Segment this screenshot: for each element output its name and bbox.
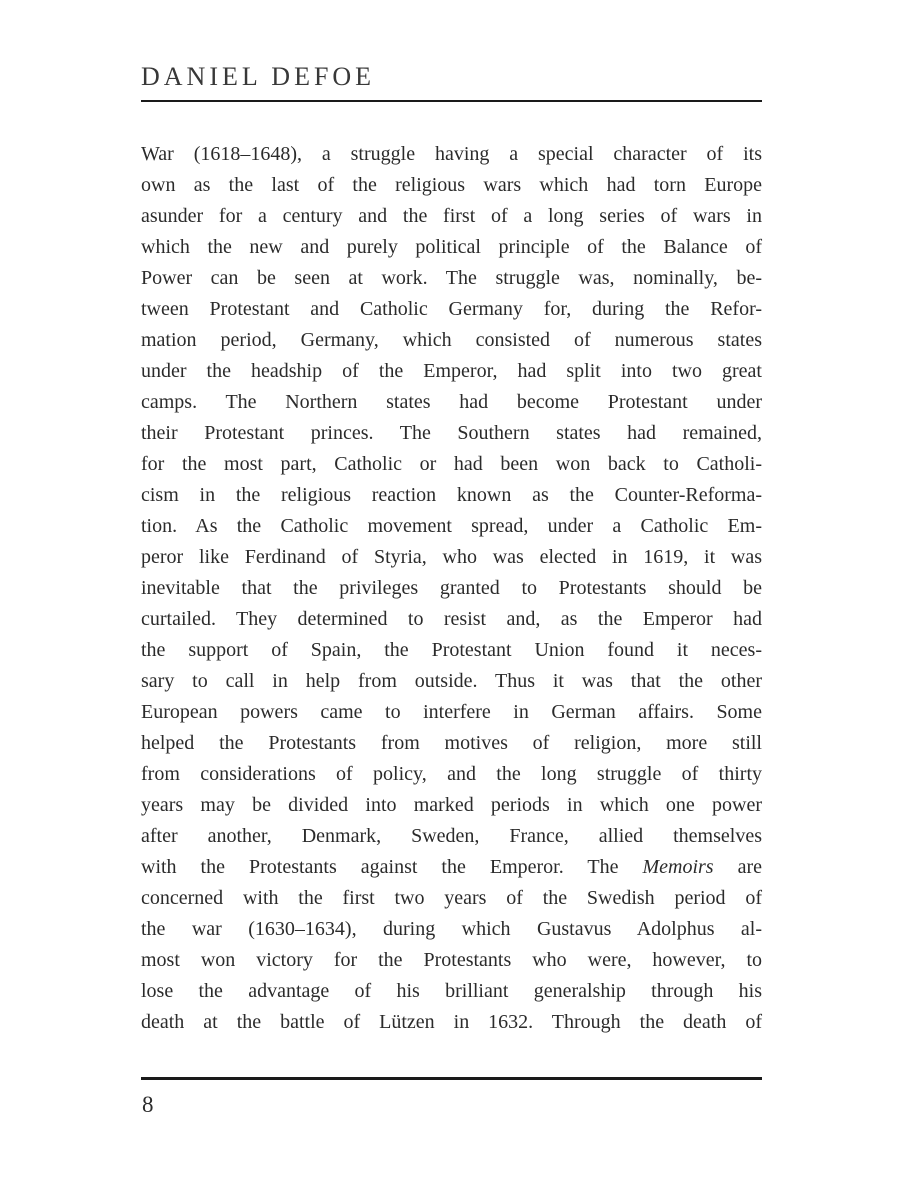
text-line: camps. The Northern states had become Protestant under [141,391,762,413]
text-segment: with the Protestants against the Emperor. The [141,856,643,878]
text-line: own as the last of the religious wars which had torn Europe [141,174,762,196]
text-segment: are [713,856,762,878]
text-line: the war (1630–1634), during which Gustavus Adolphus al- [141,918,762,940]
text-line: mation period, Germany, which consisted of numerous states [141,329,762,351]
text-line: sary to call in help from outside. Thus it was that the other [141,670,762,692]
text-line: death at the battle of Lützen in 1632. Through the death of [141,1011,762,1033]
text-line: after another, Denmark, Sweden, France, allied themselves [141,825,762,847]
header-rule [141,100,762,102]
page-number: 8 [142,1092,154,1117]
text-line: inevitable that the privileges granted to Protestants should be [141,577,762,599]
text-line: asunder for a century and the first of a long series of wars in [141,205,762,227]
text-line: Power can be seen at work. The struggle was, nominally, be- [141,267,762,289]
text-line: which the new and purely political principle of the Balance of [141,236,762,258]
text-line: years may be divided into marked periods in which one power [141,794,762,816]
text-line: concerned with the first two years of the Swedish period of [141,887,762,909]
body-paragraph [141,139,762,1038]
text-line: peror like Ferdinand of Styria, who was elected in 1619, it was [141,546,762,568]
text-line: cism in the religious reaction known as the Counter-Reforma- [141,484,762,506]
text-line [141,852,762,883]
text-line: European powers came to interfere in German affairs. Some [141,701,762,723]
text-line: from considerations of policy, and the long struggle of thirty [141,763,762,785]
text-line: tion. As the Catholic movement spread, under a Catholic Em- [141,515,762,537]
text-line: their Protestant princes. The Southern states had remained, [141,422,762,444]
text-line: curtailed. They determined to resist and, as the Emperor had [141,608,762,630]
text-line: under the headship of the Emperor, had split into two great [141,360,762,382]
text-line: for the most part, Catholic or had been won back to Catholi- [141,453,762,475]
book-title-italic: Memoirs [642,856,714,878]
text-line: War (1618–1648), a struggle having a special character of its [141,143,762,165]
text-line: tween Protestant and Catholic Germany for, during the Refor- [141,298,762,320]
text-line: the support of Spain, the Protestant Union found it neces- [141,639,762,661]
running-header: DANIEL DEFOE [141,62,376,91]
text-line: most won victory for the Protestants who were, however, to [141,949,762,971]
footer-rule [141,1077,762,1080]
text-line: helped the Protestants from motives of religion, more still [141,732,762,754]
text-line: lose the advantage of his brilliant generalship through his [141,980,762,1002]
